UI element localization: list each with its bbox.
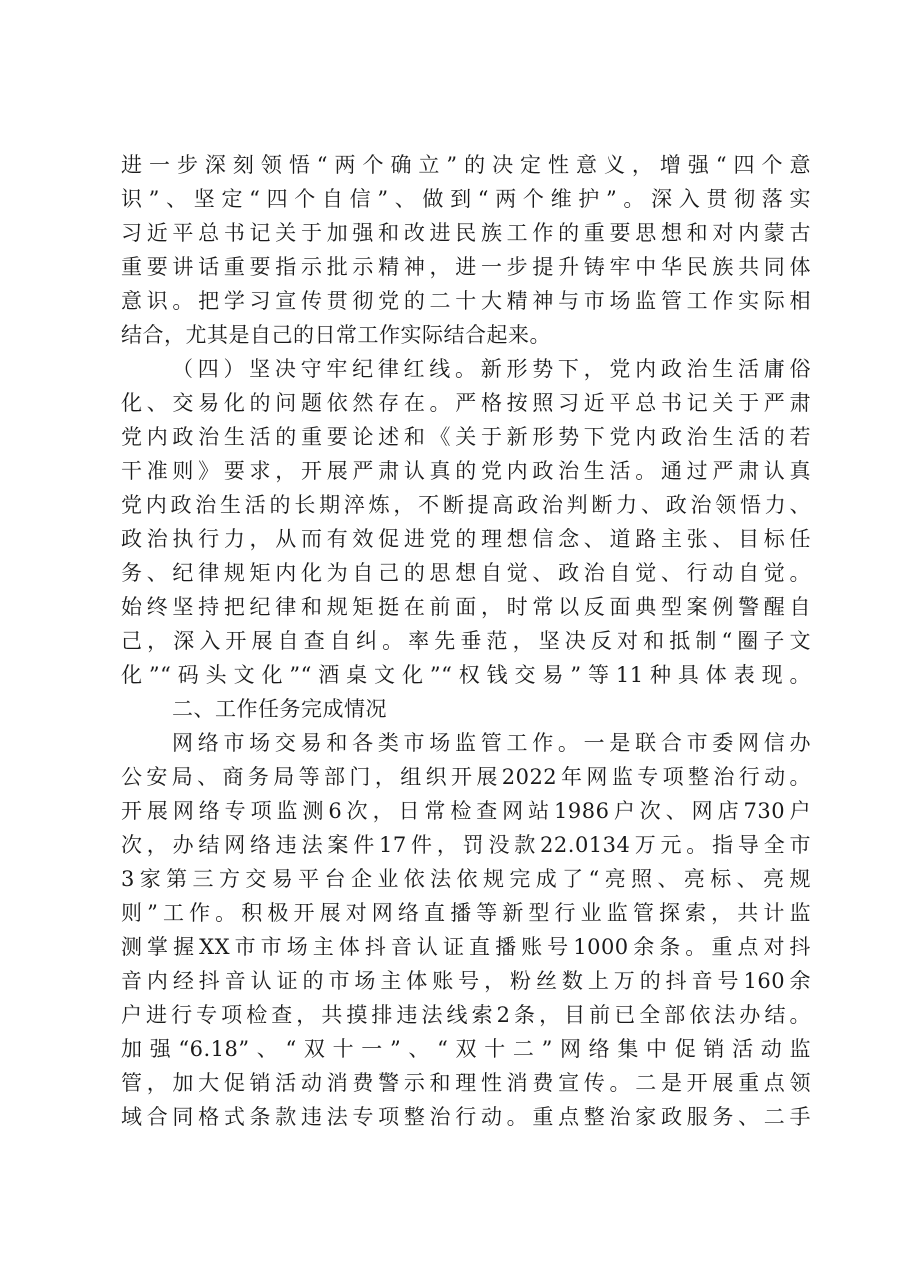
body-text xyxy=(121,148,811,1134)
text-line: 党内政治生活的重要论述和《关于新形势下党内政治生活的若 xyxy=(121,425,811,449)
text-line: 始终坚持把纪律和规矩挺在前面，时常以反面典型案例警醒自 xyxy=(121,595,811,619)
text-line: 化”“码头文化”“酒桌文化”“权钱交易”等11种具体表现。 xyxy=(121,663,811,687)
text-line: 户进行专项检查，共摸排违法线索2条，目前已全部依法办结。 xyxy=(121,1003,811,1027)
section-heading-line: （四）坚决守牢纪律红线。新形势下，党内政治生活庸俗 xyxy=(172,357,811,381)
text-line: 公安局、商务局等部门，组织开展2022年网监专项整治行动。 xyxy=(121,765,811,789)
text-line: 干准则》要求，开展严肃认真的党内政治生活。通过严肃认真 xyxy=(121,459,811,483)
text-line: 加强“6.18”、“双十一”、“双十二”网络集中促销活动监 xyxy=(121,1037,811,1061)
text-line: 进一步深刻领悟“两个确立”的决定性意义，增强“四个意 xyxy=(121,153,811,177)
text-line: 结合，尤其是自己的日常工作实际结合起来。 xyxy=(121,323,551,347)
text-line: 意识。把学习宣传贯彻党的二十大精神与市场监管工作实际相 xyxy=(121,289,811,313)
text-line: 域合同格式条款违法专项整治行动。重点整治家政服务、二手 xyxy=(121,1105,811,1129)
text-line: 则”工作。积极开展对网络直播等新型行业监管探索，共计监 xyxy=(121,901,811,925)
text-line: 测掌握XX市市场主体抖音认证直播账号1000余条。重点对抖 xyxy=(121,935,811,959)
text-line: 重要讲话重要指示批示精神，进一步提升铸牢中华民族共同体 xyxy=(121,255,811,279)
text-line: 管，加大促销活动消费警示和理性消费宣传。二是开展重点领 xyxy=(121,1071,811,1095)
text-line: 网络市场交易和各类市场监管工作。一是联合市委网信办 xyxy=(172,731,811,755)
text-line: 务、纪律规矩内化为自己的思想自觉、政治自觉、行动自觉。 xyxy=(121,561,811,585)
text-line: 次，办结网络违法案件17件，罚没款22.0134万元。指导全市 xyxy=(121,833,811,857)
text-line: 音内经抖音认证的市场主体账号，粉丝数上万的抖音号160余 xyxy=(121,969,811,993)
text-line: 己，深入开展自查自纠。率先垂范，坚决反对和抵制“圈子文 xyxy=(121,629,811,653)
text-line: 习近平总书记关于加强和改进民族工作的重要思想和对内蒙古 xyxy=(121,221,811,245)
text-line: 识”、坚定“四个自信”、做到“两个维护”。深入贯彻落实 xyxy=(121,187,811,211)
text-line: 政治执行力，从而有效促进党的理想信念、道路主张、目标任 xyxy=(121,527,811,551)
text-line: 开展网络专项监测6次，日常检查网站1986户次、网店730户 xyxy=(121,799,811,823)
section-heading: 二、工作任务完成情况 xyxy=(172,697,387,721)
text-line: 3家第三方交易平台企业依法依规完成了“亮照、亮标、亮规 xyxy=(121,867,811,891)
text-line: 党内政治生活的长期淬炼，不断提高政治判断力、政治领悟力、 xyxy=(121,493,811,517)
text-line: 化、交易化的问题依然存在。严格按照习近平总书记关于严肃 xyxy=(121,391,811,415)
